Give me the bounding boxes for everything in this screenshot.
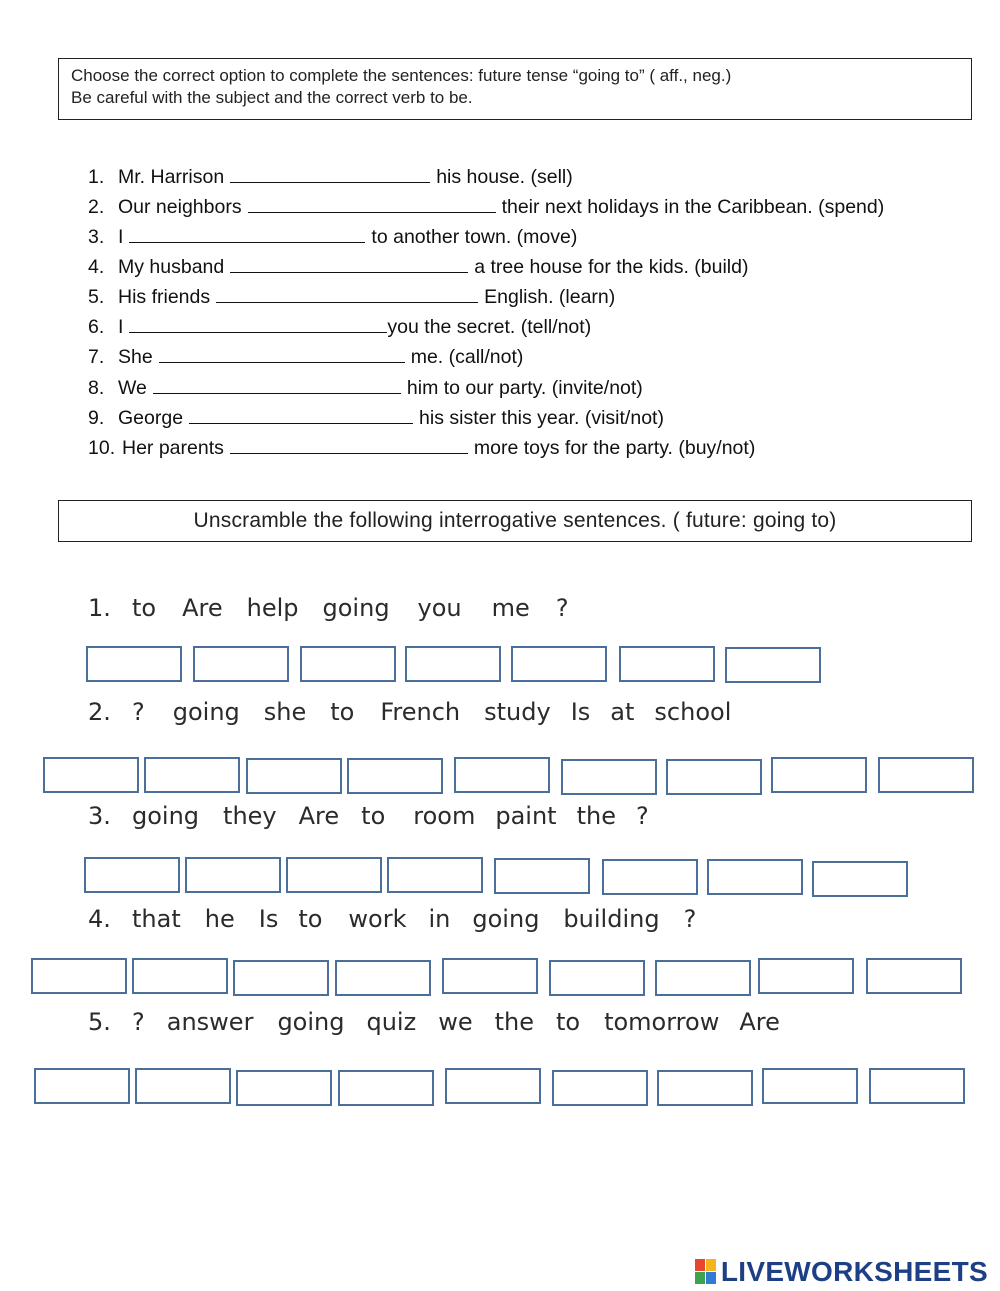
answer-box[interactable] — [132, 958, 228, 994]
answer-box[interactable] — [387, 857, 483, 893]
sentence-number: 7. — [88, 346, 105, 368]
scrambled-word: quiz — [366, 1008, 417, 1036]
sentence-number: 1. — [88, 166, 105, 188]
answer-box[interactable] — [233, 960, 329, 996]
scrambled-word: ? — [132, 1008, 145, 1036]
answer-blank[interactable] — [230, 256, 468, 273]
scrambled-word: Are — [298, 802, 340, 830]
scrambled-word: he — [204, 905, 235, 933]
scrambled-question — [88, 698, 731, 726]
answer-box[interactable] — [185, 857, 281, 893]
answer-blank[interactable] — [230, 166, 430, 183]
answer-box[interactable] — [707, 859, 803, 895]
sentence-number: 10. — [88, 437, 116, 459]
scrambled-word: going — [132, 802, 200, 830]
scrambled-question — [88, 1008, 780, 1036]
scrambled-word: paint — [495, 802, 557, 830]
scrambled-word: to — [298, 905, 323, 933]
sentence-subject: Our neighbors — [118, 196, 242, 218]
scrambled-word: ? — [132, 698, 145, 726]
answer-box[interactable] — [657, 1070, 753, 1106]
answer-blank[interactable] — [189, 407, 413, 424]
scrambled-word: ? — [635, 802, 649, 830]
answer-box[interactable] — [43, 757, 139, 793]
scrambled-word: French — [380, 698, 461, 726]
answer-box[interactable] — [511, 646, 607, 682]
sentence-number: 8. — [88, 377, 105, 399]
answer-box[interactable] — [236, 1070, 332, 1106]
sentence-rest: to another town. (move) — [371, 226, 578, 248]
answer-box[interactable] — [762, 1068, 858, 1104]
sentence-subject: His friends — [118, 286, 211, 308]
scrambled-word: work — [348, 905, 407, 933]
answer-box[interactable] — [549, 960, 645, 996]
answer-box[interactable] — [286, 857, 382, 893]
scrambled-word: help — [246, 594, 299, 622]
sentence-number: 5. — [88, 286, 105, 308]
question-number: 1. — [88, 594, 111, 622]
answer-box[interactable] — [300, 646, 396, 682]
scrambled-question — [88, 594, 569, 622]
answer-box[interactable] — [725, 647, 821, 683]
answer-box[interactable] — [442, 958, 538, 994]
answer-box[interactable] — [619, 646, 715, 682]
sentence-number: 6. — [88, 316, 105, 338]
instructions-box-1 — [58, 58, 972, 120]
answer-box[interactable] — [561, 759, 657, 795]
answer-box[interactable] — [494, 858, 590, 894]
scrambled-word: building — [563, 905, 660, 933]
scrambled-word: to — [132, 594, 157, 622]
instruction-line-1: Choose the correct option to complete the sentences: future tense “going to” ( aff., neg.) — [71, 66, 732, 85]
answer-box[interactable] — [454, 757, 550, 793]
answer-blank[interactable] — [153, 377, 401, 394]
logo-mark-icon — [695, 1259, 717, 1285]
scrambled-word: ? — [683, 905, 697, 933]
answer-box[interactable] — [335, 960, 431, 996]
sentence-rest: him to our party. (invite/not) — [406, 377, 643, 399]
instructions-box-2: Unscramble the following interrogative sentences. ( future: going to) — [58, 500, 972, 542]
answer-box[interactable] — [246, 758, 342, 794]
question-number: 3. — [88, 802, 111, 830]
sentence-subject: Her parents — [122, 437, 224, 459]
scrambled-word: she — [263, 698, 307, 726]
scrambled-word: in — [428, 905, 451, 933]
scrambled-word: me — [491, 594, 530, 622]
sentence-item — [88, 166, 573, 189]
scrambled-word: Are — [739, 1008, 780, 1036]
scrambled-word: school — [654, 698, 732, 726]
sentence-rest: his house. (sell) — [436, 166, 573, 188]
answer-box[interactable] — [666, 759, 762, 795]
answer-box[interactable] — [338, 1070, 434, 1106]
answer-box[interactable] — [405, 646, 501, 682]
answer-box[interactable] — [812, 861, 908, 897]
sentence-rest: more toys for the party. (buy/not) — [473, 437, 756, 459]
scrambled-word: at — [610, 698, 635, 726]
sentence-item — [88, 407, 664, 430]
sentence-rest: me. (call/not) — [410, 346, 524, 368]
scrambled-word: that — [132, 905, 181, 933]
sentence-rest: their next holidays in the Caribbean. (spend) — [501, 196, 885, 218]
liveworksheets-logo — [695, 1255, 988, 1289]
scrambled-word: ? — [555, 594, 569, 622]
scrambled-word: you — [417, 594, 462, 622]
scrambled-word: to — [555, 1008, 581, 1036]
scrambled-question — [88, 905, 696, 933]
scrambled-word: going — [472, 905, 540, 933]
answer-box[interactable] — [135, 1068, 231, 1104]
answer-blank[interactable] — [129, 226, 365, 243]
scrambled-word: answer — [166, 1008, 254, 1036]
scrambled-word: going — [322, 594, 390, 622]
scrambled-word: study — [484, 698, 551, 726]
scrambled-word: going — [172, 698, 240, 726]
answer-blank[interactable] — [230, 437, 468, 454]
sentence-rest: you the secret. (tell/not) — [387, 316, 592, 338]
answer-box[interactable] — [84, 857, 180, 893]
answer-blank[interactable] — [248, 196, 496, 213]
sentence-subject: I — [118, 226, 124, 248]
sentence-item — [88, 196, 884, 219]
sentence-rest: his sister this year. (visit/not) — [419, 407, 664, 429]
scrambled-word: tomorrow — [604, 1008, 720, 1036]
scrambled-word: the — [576, 802, 616, 830]
sentence-subject: Mr. Harrison — [118, 166, 225, 188]
sentence-rest: a tree house for the kids. (build) — [474, 256, 749, 278]
answer-blank[interactable] — [129, 316, 387, 333]
answer-box[interactable] — [655, 960, 751, 996]
answer-box[interactable] — [552, 1070, 648, 1106]
question-number: 4. — [88, 905, 111, 933]
sentence-number: 4. — [88, 256, 105, 278]
sentence-subject: My husband — [118, 256, 225, 278]
answer-box[interactable] — [347, 758, 443, 794]
sentence-item — [88, 256, 748, 279]
answer-box[interactable] — [34, 1068, 130, 1104]
scrambled-word: room — [413, 802, 476, 830]
sentence-number: 2. — [88, 196, 105, 218]
sentence-item — [88, 286, 615, 309]
sentence-number: 3. — [88, 226, 105, 248]
question-number: 2. — [88, 698, 111, 726]
sentence-item — [88, 346, 523, 369]
answer-blank[interactable] — [159, 346, 405, 363]
answer-box[interactable] — [31, 958, 127, 994]
answer-box[interactable] — [869, 1068, 965, 1104]
scrambled-word: to — [361, 802, 386, 830]
answer-box[interactable] — [445, 1068, 541, 1104]
instruction-line-2: Be careful with the subject and the correct verb to be. — [71, 88, 473, 107]
scrambled-word: they — [223, 802, 277, 830]
sentence-item — [88, 226, 577, 249]
scrambled-word: Are — [182, 594, 223, 622]
sentence-item — [88, 437, 755, 460]
scrambled-word: going — [277, 1008, 345, 1036]
sentence-subject: We — [118, 377, 147, 399]
answer-box[interactable] — [144, 757, 240, 793]
answer-box[interactable] — [771, 757, 867, 793]
logo-text: LIVEWORKSHEETS — [720, 1256, 988, 1287]
sentence-subject: I — [118, 316, 124, 338]
scrambled-question — [88, 802, 649, 830]
answer-box[interactable] — [193, 646, 289, 682]
sentence-item — [88, 316, 591, 339]
sentence-number: 9. — [88, 407, 105, 429]
answer-box[interactable] — [758, 958, 854, 994]
sentence-subject: George — [118, 407, 184, 429]
answer-box[interactable] — [86, 646, 182, 682]
answer-box[interactable] — [866, 958, 962, 994]
question-number: 5. — [88, 1008, 111, 1036]
sentence-rest: English. (learn) — [484, 286, 616, 308]
answer-blank[interactable] — [216, 286, 478, 303]
scrambled-word: to — [330, 698, 355, 726]
scrambled-word: we — [438, 1008, 473, 1036]
answer-box[interactable] — [602, 859, 698, 895]
answer-box[interactable] — [878, 757, 974, 793]
sentence-subject: She — [118, 346, 153, 368]
scrambled-word: Is — [570, 698, 591, 726]
scrambled-word: Is — [258, 905, 279, 933]
sentence-item — [88, 377, 643, 400]
scrambled-word: the — [494, 1008, 534, 1036]
